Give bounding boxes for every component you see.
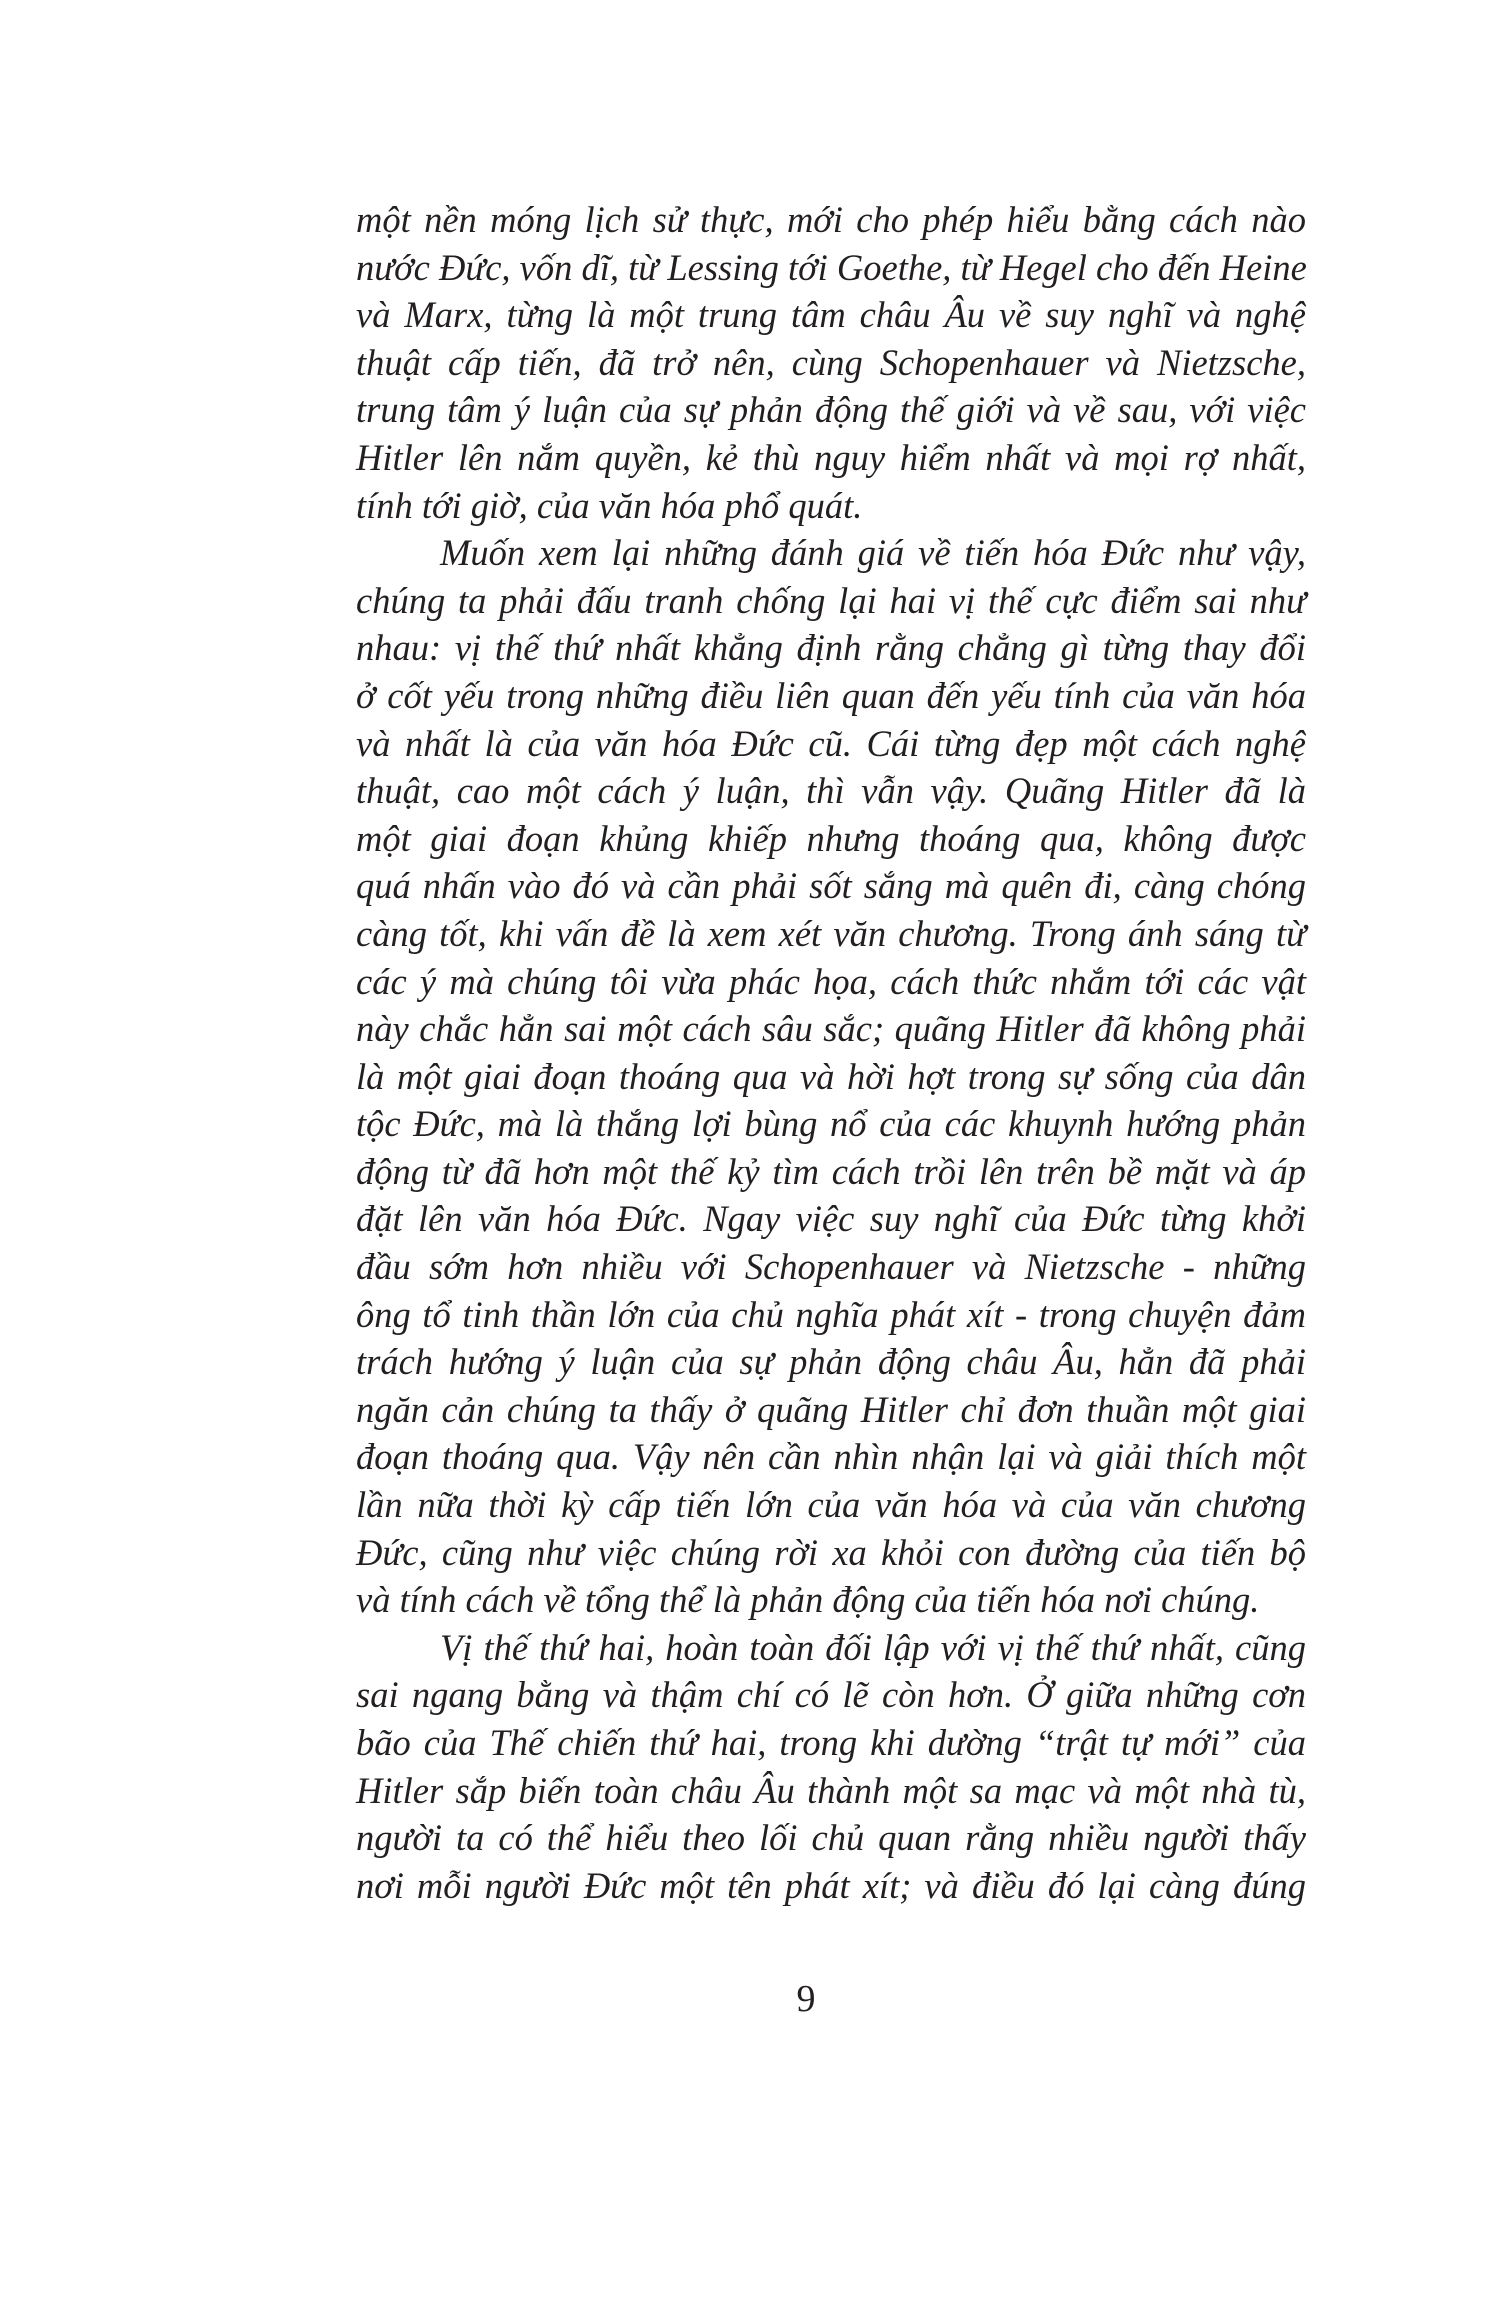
- text-line: bão của Thế chiến thứ hai, trong khi dường “trật tự mới” của: [356, 1722, 1306, 1763]
- text-line: một giai đoạn khủng khiếp nhưng thoáng qua, không được: [356, 817, 1306, 859]
- text-line: và tính cách về tổng thể là phản động của tiến hóa nơi chúng.: [356, 1579, 1260, 1621]
- text-line: lần nữa thời kỳ cấp tiến lớn của văn hóa và của văn chương: [356, 1484, 1306, 1526]
- text-line: Vị thế thứ hai, hoàn toàn đối lập với vị thế thứ nhất, cũng: [440, 1626, 1306, 1668]
- text-line: động từ đã hơn một thế kỷ tìm cách trồi lên trên bề mặt và áp: [356, 1150, 1306, 1192]
- text-line: trung tâm ý luận của sự phản động thế giới và về sau, với việc: [356, 389, 1306, 431]
- text-line: thuật cấp tiến, đã trở nên, cùng Schopenhauer và Nietzsche,: [356, 341, 1306, 383]
- text-line: là một giai đoạn thoáng qua và hời hợt trong sự sống của dân: [356, 1055, 1306, 1097]
- text-line: trách hướng ý luận của sự phản động châu Âu, hẳn đã phải: [356, 1341, 1306, 1383]
- text-line: quá nhấn vào đó và cần phải sốt sắng mà quên đi, càng chóng: [356, 865, 1306, 907]
- paragraph: [356, 1624, 1306, 1910]
- text-line: tính tới giờ, của văn hóa phổ quát.: [356, 484, 863, 526]
- text-line: và Marx, từng là một trung tâm châu Âu về suy nghĩ và nghệ: [356, 294, 1306, 336]
- text-line: đoạn thoáng qua. Vậy nên cần nhìn nhận lại và giải thích một: [356, 1436, 1306, 1478]
- page-number: 9: [796, 1978, 816, 2020]
- text-line: đặt lên văn hóa Đức. Ngay việc suy nghĩ của Đức từng khởi: [356, 1198, 1306, 1240]
- body-text: [356, 196, 1306, 1909]
- text-line: Muốn xem lại những đánh giá về tiến hóa Đức như vậy,: [440, 532, 1306, 574]
- text-line: nơi mỗi người Đức một tên phát xít; và điều đó lại càng đúng: [356, 1864, 1306, 1906]
- text-line: thuật, cao một cách ý luận, thì vẫn vậy. Quãng Hitler đã là: [356, 770, 1306, 812]
- text-line: ở cốt yếu trong những điều liên quan đến yếu tính của văn hóa: [356, 674, 1306, 716]
- text-line: chúng ta phải đấu tranh chống lại hai vị thế cực điểm sai như: [356, 579, 1306, 621]
- text-line: các ý mà chúng tôi vừa phác họa, cách thức nhắm tới các vật: [356, 960, 1306, 1002]
- paragraph: [356, 529, 1306, 1624]
- paragraph: [356, 196, 1306, 529]
- text-line: Hitler lên nắm quyền, kẻ thù nguy hiểm nhất và mọi rợ nhất,: [356, 436, 1306, 478]
- text-line: một nền móng lịch sử thực, mới cho phép hiểu bằng cách nào: [356, 199, 1306, 240]
- text-line: Đức, cũng như việc chúng rời xa khỏi con đường của tiến bộ: [356, 1531, 1306, 1573]
- text-line: sai ngang bằng và thậm chí có lẽ còn hơn. Ở giữa những cơn: [356, 1674, 1306, 1716]
- text-line: ngăn cản chúng ta thấy ở quãng Hitler chỉ đơn thuần một giai: [356, 1388, 1306, 1430]
- text-line: và nhất là của văn hóa Đức cũ. Cái từng đẹp một cách nghệ: [356, 722, 1306, 764]
- text-line: ông tổ tinh thần lớn của chủ nghĩa phát xít - trong chuyện đảm: [356, 1293, 1306, 1335]
- text-line: nước Đức, vốn dĩ, từ Lessing tới Goethe, từ Hegel cho đến Heine: [356, 246, 1307, 288]
- text-line: Hitler sắp biến toàn châu Âu thành một sa mạc và một nhà tù,: [356, 1769, 1306, 1811]
- text-line: này chắc hẳn sai một cách sâu sắc; quãng Hitler đã không phải: [356, 1008, 1306, 1050]
- text-line: người ta có thể hiểu theo lối chủ quan rằng nhiều người thấy: [356, 1817, 1306, 1859]
- text-line: tộc Đức, mà là thắng lợi bùng nổ của các khuynh hướng phản: [356, 1103, 1306, 1145]
- text-line: càng tốt, khi vấn đề là xem xét văn chương. Trong ánh sáng từ: [356, 912, 1306, 954]
- text-line: đầu sớm hơn nhiều với Schopenhauer và Nietzsche - những: [356, 1246, 1306, 1288]
- text-line: nhau: vị thế thứ nhất khẳng định rằng chẳng gì từng thay đổi: [356, 627, 1306, 669]
